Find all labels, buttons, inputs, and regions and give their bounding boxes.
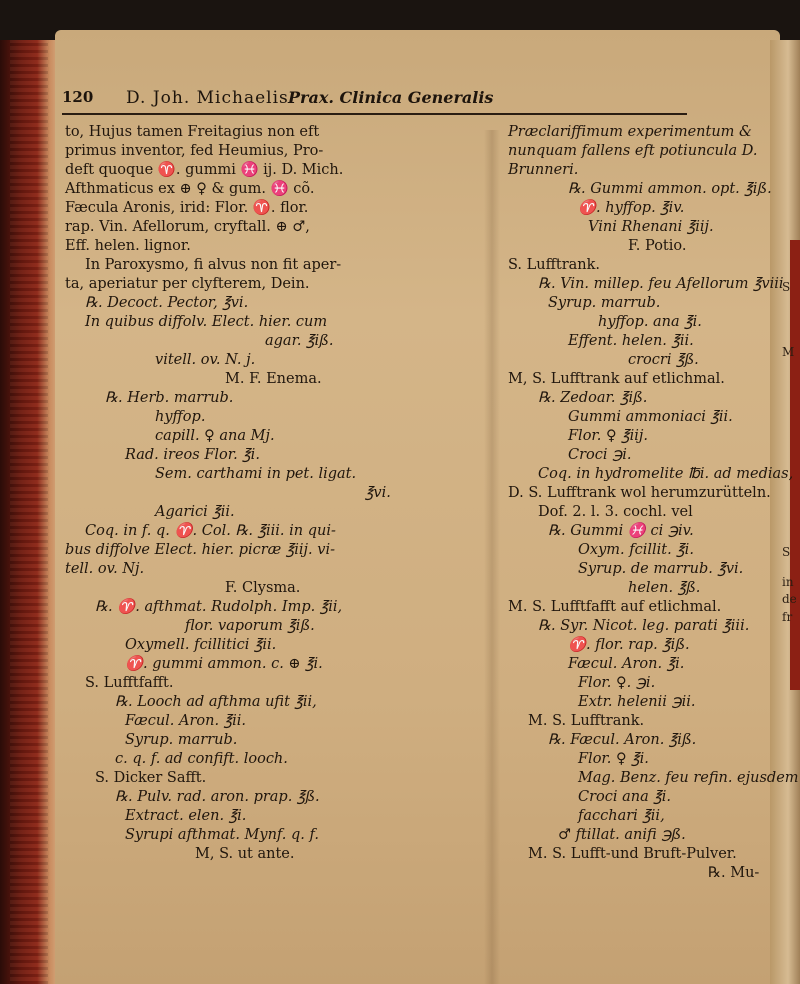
text-line: Fæcul. Aron. ℥i. [568, 656, 685, 672]
header-rule [62, 113, 687, 115]
text-line: M. F. Enema. [225, 371, 322, 387]
text-line: Agarici ℥ii. [155, 504, 235, 520]
text-line: ℞. Syr. Nicot. leg. parati ℥iii. [538, 618, 750, 634]
text-line: M. S. Lufftfafft auf etlichmal. [508, 599, 722, 615]
text-line: Coq. in f. q. ♈. Col. ℞. ℥iii. in qui- [85, 523, 336, 539]
text-line: Oxym. fcillit. ℥i. [578, 542, 694, 558]
text-line: M. S. Lufftrank. [528, 713, 645, 729]
text-line: Flor. ♀. ℈i. [578, 675, 656, 691]
text-line: ℞. ♈. afthmat. Rudolph. Imp. ℥ii, [95, 599, 343, 615]
text-line: Flor. ♀ ℥i. [578, 751, 649, 767]
facing-page-glyph: de [782, 592, 797, 606]
text-line: In quibus diffolv. Elect. hier. cum [85, 314, 328, 330]
text-line: capill. ♀ ana Mj. [155, 428, 275, 444]
text-line: Vini Rhenani ℥iij. [588, 219, 714, 235]
text-line: S. Lufftrank. [508, 257, 601, 273]
text-line: ℞. Gummi ammon. opt. ℥iß. [568, 181, 772, 197]
text-line: ♈. flor. rap. ℥iß. [568, 637, 690, 653]
text-line: c. q. f. ad confift. looch. [115, 751, 288, 767]
text-line: Coq. in hydromelite ℔i. ad medias, [538, 466, 794, 482]
text-line: ♈. hyffop. ℥iv. [578, 200, 685, 216]
text-line: Syrupi afthmat. Mynf. q. f. [125, 827, 319, 843]
text-line: ℞. Looch ad afthma ufit ℥ii, [115, 694, 317, 710]
text-line: In Paroxysmo, fi alvus non fit aper- [85, 257, 342, 273]
text-line: hyffop. [155, 409, 206, 425]
text-line: Afthmaticus ex ⊕ ♀ & gum. ♓ cõ. [65, 181, 315, 197]
text-line: S. Dicker Safft. [95, 770, 207, 786]
text-line: Croci ℈i. [568, 447, 632, 463]
text-line: ta, aperiatur per clyfterem, Dein. [65, 276, 310, 292]
text-line: F. Potio. [628, 238, 687, 254]
text-line: ♂ ftillat. anifi ℈ß. [558, 827, 686, 843]
text-line: Extr. helenii ℈ii. [578, 694, 696, 710]
text-line: Syrup. de marrub. ℥vi. [578, 561, 744, 577]
text-line: Croci ana ℥i. [578, 789, 671, 805]
book-page-stack [10, 40, 48, 984]
text-line: Mag. Benz. feu refin. ejusdem [578, 770, 799, 786]
text-line: Fæcula Aronis, irid: Flor. ♈. flor. [65, 200, 309, 216]
facing-page-glyph: fr [782, 610, 793, 624]
text-line: Syrup. marrub. [125, 732, 238, 748]
text-line: Oxymell. fcillitici ℥ii. [125, 637, 277, 653]
text-line: Sem. carthami in pet. ligat. [155, 466, 357, 482]
text-line: nunquam fallens eft potiuncula D. [508, 143, 758, 159]
text-line: M, S. ut ante. [195, 846, 295, 862]
text-line: ℞. Vin. millep. feu Afellorum ℥viii [538, 276, 784, 292]
text-line: ℥vi. [365, 485, 391, 501]
text-line: helen. ℥ß. [628, 580, 701, 596]
text-line: crocri ℥ß. [628, 352, 699, 368]
text-line: Flor. ♀ ℥iij. [568, 428, 648, 444]
running-title: Prax. Clinica Generalis [288, 88, 494, 107]
text-line: Fæcul. Aron. ℥ii. [125, 713, 246, 729]
text-line: primus inventor, fed Heumius, Pro- [65, 143, 324, 159]
text-line: rap. Vin. Afellorum, cryftall. ⊕ ♂, [65, 219, 310, 235]
text-line: ℞. Gummi ♓ ci ℈iv. [548, 523, 694, 539]
text-line: Rad. ireos Flor. ℥i. [125, 447, 260, 463]
facing-page-glyph: S [782, 545, 791, 559]
text-line: ℞. Mu- [708, 865, 760, 881]
text-line: Effent. helen. ℥ii. [568, 333, 694, 349]
text-line: M, S. Lufftrank auf etlichmal. [508, 371, 725, 387]
column-gutter [484, 130, 500, 984]
facing-page-glyph: in [782, 575, 794, 589]
text-line: Gummi ammoniaci ℥ii. [568, 409, 733, 425]
facing-page-glyph: S [782, 280, 791, 294]
running-header [62, 88, 682, 112]
text-line: F. Clysma. [225, 580, 301, 596]
text-line: deft quoque ♈. gummi ♓ ij. D. Mich. [65, 162, 344, 178]
text-line: Eff. helen. lignor. [65, 238, 191, 254]
text-line: Extract. elen. ℥i. [125, 808, 247, 824]
text-line: Præclariffimum experimentum & [508, 124, 752, 140]
left-column [65, 123, 483, 864]
text-line: bus diffolve Elect. hier. picræ ℥iij. vi- [65, 542, 335, 558]
text-line: to, Hujus tamen Freitagius non eft [65, 124, 320, 140]
text-line: ℞. Decoct. Pector, ℥vi. [85, 295, 249, 311]
text-line: S. Lufftfafft. [85, 675, 174, 691]
text-line: facchari ℥ii, [578, 808, 665, 824]
text-line: M. S. Lufft-und Bruft-Pulver. [528, 846, 737, 862]
text-line: ℞. Pulv. rad. aron. prap. ℥ß. [115, 789, 320, 805]
text-line: Brunneri. [508, 162, 579, 178]
text-line: Syrup. marrub. [548, 295, 661, 311]
text-line: hyffop. ana ℥i. [598, 314, 702, 330]
text-line: tell. ov. Nj. [65, 561, 145, 577]
text-line: D. S. Lufftrank wol herumzurütteln. [508, 485, 771, 501]
text-line: flor. vaporum ℥iß. [185, 618, 315, 634]
text-line: agar. ℥iß. [265, 333, 334, 349]
text-line: ℞. Fæcul. Aron. ℥iß. [548, 732, 697, 748]
text-line: ℞. Zedoar. ℥iß. [538, 390, 648, 406]
running-author: D. Joh. Michaelis [126, 88, 289, 108]
page-number: 120 [62, 88, 94, 106]
text-line: vitell. ov. N. j. [155, 352, 256, 368]
text-line: Dof. 2. l. 3. cochl. vel [538, 504, 693, 520]
facing-page-glyph: M [782, 345, 795, 359]
text-line: ℞. Herb. marrub. [105, 390, 234, 406]
text-line: ♈. gummi ammon. c. ⊕ ℥i. [125, 656, 323, 672]
